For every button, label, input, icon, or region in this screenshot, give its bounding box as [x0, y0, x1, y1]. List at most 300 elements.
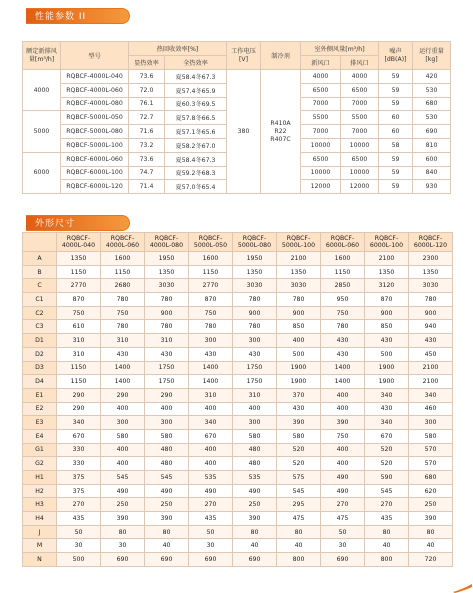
dim-label-cell: D3: [23, 361, 57, 375]
section-title-text: 性能参数 II: [35, 12, 87, 22]
dim-value-cell: 390: [409, 512, 453, 526]
table-row: [23, 553, 453, 567]
table-row: [23, 306, 453, 320]
dim-value-cell: 1150: [321, 265, 365, 279]
dim-value-cell: 900: [277, 306, 321, 320]
dim-value-cell: 390: [277, 416, 321, 430]
exhaust-cell: 10000: [341, 166, 379, 180]
noise-cell: 60: [379, 111, 413, 125]
dim-label-cell: A: [23, 252, 57, 266]
weight-cell: 530: [413, 83, 451, 97]
dim-value-cell: 270: [365, 498, 409, 512]
dim-value-cell: 1350: [57, 252, 101, 266]
dim-value-cell: 300: [101, 416, 145, 430]
dim-value-cell: 400: [321, 443, 365, 457]
sensible-cell: 73.6: [129, 152, 165, 166]
dim-value-cell: 870: [365, 293, 409, 307]
dim-model-header: [277, 233, 321, 252]
dim-value-cell: 1400: [101, 375, 145, 389]
noise-cell: 60: [379, 125, 413, 139]
dim-value-cell: 850: [365, 320, 409, 334]
voltage-cell: 380: [227, 70, 261, 194]
total-cell: 夏57.0冬65.4: [165, 180, 227, 194]
dim-model-header-line: RQBCF-: [110, 235, 135, 242]
dim-value-cell: 480: [233, 457, 277, 471]
header-weight: 运行重量[kg]: [413, 42, 451, 70]
weight-cell: 810: [413, 138, 451, 152]
dim-value-cell: 780: [233, 293, 277, 307]
sensible-cell: 74.7: [129, 166, 165, 180]
dim-value-cell: 1750: [145, 375, 189, 389]
header-model: 型号: [61, 42, 129, 70]
airflow-cell: 4000: [23, 70, 61, 111]
noise-cell: 58: [379, 138, 413, 152]
dim-value-cell: 1900: [277, 361, 321, 375]
dim-value-cell: 250: [409, 498, 453, 512]
dim-value-cell: 80: [365, 525, 409, 539]
dim-value-cell: 435: [365, 512, 409, 526]
model-cell: RQBCF-6000L-120: [61, 180, 129, 194]
dim-value-cell: 535: [189, 471, 233, 485]
dim-value-cell: 1350: [365, 265, 409, 279]
dim-value-cell: 1400: [321, 361, 365, 375]
header-total: 全热效率: [165, 56, 227, 70]
dim-value-cell: 780: [409, 293, 453, 307]
dim-value-cell: 750: [321, 429, 365, 443]
weight-cell: 530: [413, 111, 451, 125]
table-row: [23, 443, 453, 457]
dim-value-cell: 300: [189, 334, 233, 348]
dim-value-cell: 780: [189, 320, 233, 334]
dim-value-cell: 30: [57, 539, 101, 553]
table-row: [23, 402, 453, 416]
dim-value-cell: 800: [277, 553, 321, 567]
dim-value-cell: 490: [321, 471, 365, 485]
dim-model-header-line: 6000L-120: [413, 242, 448, 249]
dim-value-cell: 270: [57, 498, 101, 512]
dim-model-header: [57, 233, 101, 252]
dim-label-cell: G2: [23, 457, 57, 471]
dim-label-cell: E2: [23, 402, 57, 416]
dim-value-cell: 80: [277, 525, 321, 539]
dim-value-cell: 80: [101, 525, 145, 539]
refrigerant-item: R407C: [270, 135, 291, 143]
dim-value-cell: 750: [101, 306, 145, 320]
dim-value-cell: 2300: [409, 252, 453, 266]
exhaust-cell: 7000: [341, 97, 379, 111]
dim-value-cell: 750: [189, 306, 233, 320]
dim-label-cell: E1: [23, 388, 57, 402]
dim-value-cell: 490: [233, 484, 277, 498]
dim-value-cell: 430: [101, 347, 145, 361]
dim-value-cell: 400: [189, 457, 233, 471]
dim-value-cell: 850: [277, 320, 321, 334]
dim-value-cell: 3030: [145, 279, 189, 293]
dim-label-cell: H2: [23, 484, 57, 498]
dim-value-cell: 290: [57, 388, 101, 402]
total-cell: 夏57.4冬65.9: [165, 83, 227, 97]
dim-model-header: [321, 233, 365, 252]
dim-value-cell: 330: [57, 443, 101, 457]
dim-value-cell: 50: [57, 525, 101, 539]
dim-value-cell: 720: [409, 553, 453, 567]
dim-value-cell: 430: [277, 402, 321, 416]
header-exhaust: 排风口: [341, 56, 379, 70]
dim-value-cell: 480: [233, 443, 277, 457]
sensible-cell: 72.7: [129, 111, 165, 125]
dim-value-cell: 400: [277, 334, 321, 348]
noise-cell: 59: [379, 70, 413, 84]
sensible-cell: 71.6: [129, 125, 165, 139]
exhaust-cell: 10000: [341, 138, 379, 152]
model-cell: RQBCF-5000L-050: [61, 111, 129, 125]
dim-value-cell: 400: [101, 457, 145, 471]
dim-value-cell: 1600: [101, 252, 145, 266]
dim-model-header-line: RQBCF-: [198, 235, 223, 242]
dim-value-cell: 310: [189, 388, 233, 402]
noise-cell: 59: [379, 97, 413, 111]
airflow-cell: 5000: [23, 111, 61, 152]
dim-value-cell: 1900: [277, 375, 321, 389]
dim-label-cell: C: [23, 279, 57, 293]
dim-model-header-line: 6000L-100: [369, 242, 404, 249]
dim-value-cell: 1600: [321, 252, 365, 266]
dim-value-cell: 680: [409, 471, 453, 485]
dim-value-cell: 475: [321, 512, 365, 526]
table-row: [23, 70, 451, 84]
dim-value-cell: 1400: [189, 361, 233, 375]
dim-value-cell: 780: [101, 293, 145, 307]
dim-value-cell: 1150: [189, 265, 233, 279]
table-row: [23, 429, 453, 443]
dim-value-cell: 670: [189, 429, 233, 443]
dim-value-cell: 430: [145, 347, 189, 361]
weight-cell: 840: [413, 166, 451, 180]
dim-value-cell: 1900: [365, 361, 409, 375]
dim-value-cell: 400: [189, 402, 233, 416]
dim-model-header-line: RQBCF-: [374, 235, 399, 242]
dim-label-cell: D4: [23, 375, 57, 389]
total-cell: 夏57.8冬66.5: [165, 111, 227, 125]
model-cell: RQBCF-4000L-040: [61, 70, 129, 84]
dim-value-cell: 340: [409, 388, 453, 402]
performance-table: [22, 41, 451, 194]
dim-label-cell: B: [23, 265, 57, 279]
dim-value-cell: 500: [277, 347, 321, 361]
dim-value-cell: 690: [321, 553, 365, 567]
fresh-air-cell: 6500: [301, 152, 341, 166]
dim-value-cell: 290: [101, 388, 145, 402]
fresh-air-cell: 7000: [301, 125, 341, 139]
sensible-cell: 71.4: [129, 180, 165, 194]
dim-value-cell: 610: [57, 320, 101, 334]
section-title-text: 外形尺寸: [35, 219, 76, 229]
fresh-air-cell: 4000: [301, 70, 341, 84]
dim-value-cell: 690: [145, 553, 189, 567]
dim-value-cell: 80: [233, 525, 277, 539]
dim-model-header-line: 4000L-040: [61, 242, 96, 249]
dim-value-cell: 900: [145, 306, 189, 320]
dim-value-cell: 2100: [277, 252, 321, 266]
dim-value-cell: 1950: [233, 252, 277, 266]
dim-label-cell: H3: [23, 498, 57, 512]
section-title-dimensions: [20, 215, 130, 231]
dim-value-cell: 490: [189, 484, 233, 498]
total-cell: 夏57.1冬65.6: [165, 125, 227, 139]
dim-value-cell: 3120: [365, 279, 409, 293]
dim-value-cell: 1150: [57, 265, 101, 279]
dim-value-cell: 750: [57, 306, 101, 320]
dim-value-cell: 40: [277, 539, 321, 553]
dim-value-cell: 870: [189, 293, 233, 307]
header-outdoor-flow: 室外侧风量[m³/h]: [301, 42, 379, 56]
dim-label-cell: N: [23, 553, 57, 567]
table-row: [23, 512, 453, 526]
dim-value-cell: 310: [233, 388, 277, 402]
refrigerant-item: R410A: [270, 119, 291, 127]
dim-value-cell: 580: [409, 429, 453, 443]
dim-value-cell: 340: [57, 416, 101, 430]
dim-value-cell: 340: [189, 416, 233, 430]
dim-value-cell: 30: [321, 539, 365, 553]
table-row: [23, 293, 453, 307]
dim-value-cell: 780: [321, 320, 365, 334]
dim-value-cell: 270: [189, 498, 233, 512]
dim-value-cell: 1150: [57, 375, 101, 389]
model-cell: RQBCF-6000L-100: [61, 166, 129, 180]
dim-label-cell: C3: [23, 320, 57, 334]
dim-value-cell: 400: [189, 443, 233, 457]
sensible-cell: 73.6: [129, 70, 165, 84]
dim-value-cell: 400: [321, 388, 365, 402]
dim-value-cell: 375: [57, 471, 101, 485]
dim-value-cell: 1750: [233, 375, 277, 389]
table-row: [23, 320, 453, 334]
fresh-air-cell: 12000: [301, 180, 341, 194]
dim-label-cell: E3: [23, 416, 57, 430]
dim-value-cell: 780: [145, 293, 189, 307]
dim-value-cell: 40: [409, 539, 453, 553]
dim-label-cell: E4: [23, 429, 57, 443]
dim-value-cell: 780: [233, 320, 277, 334]
dim-value-cell: 310: [57, 334, 101, 348]
dim-value-cell: 520: [277, 457, 321, 471]
dim-value-cell: 1750: [145, 361, 189, 375]
dim-value-cell: 1400: [189, 375, 233, 389]
dim-value-cell: 450: [409, 347, 453, 361]
dim-value-cell: 1900: [365, 375, 409, 389]
dim-value-cell: 250: [145, 498, 189, 512]
dim-value-cell: 80: [145, 525, 189, 539]
dim-value-cell: 400: [101, 443, 145, 457]
dim-value-cell: 690: [233, 553, 277, 567]
header-airflow: 额定新排风量[m³/h]: [23, 42, 61, 70]
dim-value-cell: 50: [189, 525, 233, 539]
table-row: [23, 498, 453, 512]
total-cell: 夏59.2冬68.3: [165, 166, 227, 180]
dim-value-cell: 520: [365, 443, 409, 457]
dim-value-cell: 500: [57, 553, 101, 567]
dim-value-cell: 340: [365, 388, 409, 402]
dim-model-header-line: 5000L-050: [193, 242, 228, 249]
dim-value-cell: 310: [57, 347, 101, 361]
dim-value-cell: 400: [321, 402, 365, 416]
dim-value-cell: 300: [233, 416, 277, 430]
dim-value-cell: 50: [321, 525, 365, 539]
dim-value-cell: 400: [101, 402, 145, 416]
noise-cell: 59: [379, 166, 413, 180]
header-voltage: 工作电压[V]: [227, 42, 261, 70]
table-row: [23, 416, 453, 430]
dim-value-cell: 40: [365, 539, 409, 553]
dim-value-cell: 300: [145, 416, 189, 430]
dim-value-cell: 330: [57, 457, 101, 471]
dim-value-cell: 1600: [189, 252, 233, 266]
dim-model-header-line: 5000L-080: [237, 242, 272, 249]
dim-value-cell: 575: [277, 471, 321, 485]
dim-model-header: [145, 233, 189, 252]
dim-value-cell: 295: [277, 498, 321, 512]
dim-value-cell: 435: [189, 512, 233, 526]
exhaust-cell: 5500: [341, 111, 379, 125]
model-cell: RQBCF-4000L-060: [61, 83, 129, 97]
dim-value-cell: 780: [277, 293, 321, 307]
dim-value-cell: 1350: [409, 265, 453, 279]
dim-model-header-line: RQBCF-: [242, 235, 267, 242]
dim-value-cell: 40: [233, 539, 277, 553]
dim-value-cell: 2850: [321, 279, 365, 293]
sensible-cell: 76.1: [129, 97, 165, 111]
dim-value-cell: 535: [233, 471, 277, 485]
dim-model-header-line: 4000L-080: [149, 242, 184, 249]
dim-value-cell: 310: [145, 334, 189, 348]
dim-value-cell: 780: [101, 320, 145, 334]
dim-model-header: [365, 233, 409, 252]
dim-value-cell: 870: [57, 293, 101, 307]
dim-value-cell: 1400: [321, 375, 365, 389]
dim-value-cell: 1350: [233, 265, 277, 279]
dim-value-cell: 690: [189, 553, 233, 567]
dim-value-cell: 290: [145, 388, 189, 402]
dim-value-cell: 390: [233, 512, 277, 526]
dim-model-header-line: RQBCF-: [418, 235, 443, 242]
dim-value-cell: 475: [277, 512, 321, 526]
dim-value-cell: 460: [409, 402, 453, 416]
refrigerant-cell: [261, 70, 301, 194]
dim-value-cell: 580: [277, 429, 321, 443]
header-heat-recovery: 热回收效率[%]: [129, 42, 227, 56]
dim-value-cell: 1750: [233, 361, 277, 375]
dim-value-cell: 750: [321, 306, 365, 320]
dim-value-cell: 340: [365, 416, 409, 430]
dim-value-cell: 30: [101, 539, 145, 553]
exhaust-cell: 7000: [341, 125, 379, 139]
dim-value-cell: 390: [101, 512, 145, 526]
dim-value-cell: 270: [321, 498, 365, 512]
dim-model-header: [101, 233, 145, 252]
dim-value-cell: 780: [145, 320, 189, 334]
dim-value-cell: 500: [365, 347, 409, 361]
dim-value-cell: 400: [233, 402, 277, 416]
dim-value-cell: 390: [321, 416, 365, 430]
dim-value-cell: 370: [277, 388, 321, 402]
dim-value-cell: 435: [57, 512, 101, 526]
dim-value-cell: 430: [233, 347, 277, 361]
dim-value-cell: 1950: [145, 252, 189, 266]
dim-value-cell: 580: [101, 429, 145, 443]
dim-value-cell: 290: [57, 402, 101, 416]
dim-value-cell: 400: [145, 402, 189, 416]
dim-label-cell: D2: [23, 347, 57, 361]
dim-value-cell: 545: [277, 484, 321, 498]
dim-model-header-line: 4000L-060: [105, 242, 140, 249]
dim-value-cell: 1150: [101, 265, 145, 279]
dim-value-cell: 900: [365, 306, 409, 320]
dim-value-cell: 3030: [409, 279, 453, 293]
dim-value-cell: 570: [409, 457, 453, 471]
total-cell: 夏58.2冬67.0: [165, 138, 227, 152]
dim-model-header: [409, 233, 453, 252]
dim-model-header-line: 6000L-060: [325, 242, 360, 249]
dim-value-cell: 250: [101, 498, 145, 512]
dim-value-cell: 900: [233, 306, 277, 320]
dim-value-cell: 490: [321, 484, 365, 498]
section-title-performance: [20, 8, 130, 24]
dim-value-cell: 940: [409, 320, 453, 334]
dim-value-cell: 430: [365, 334, 409, 348]
airflow-cell: 6000: [23, 152, 61, 193]
dim-value-cell: 300: [409, 416, 453, 430]
dim-model-header-line: RQBCF-: [286, 235, 311, 242]
exhaust-cell: 12000: [341, 180, 379, 194]
fresh-air-cell: 10000: [301, 138, 341, 152]
exhaust-cell: 6500: [341, 152, 379, 166]
dim-value-cell: 3030: [277, 279, 321, 293]
dim-value-cell: 480: [145, 457, 189, 471]
dim-label-cell: C2: [23, 306, 57, 320]
dim-value-cell: 1400: [101, 361, 145, 375]
table-row: [23, 347, 453, 361]
table-row: [23, 265, 453, 279]
header-fresh-air: 新风口: [301, 56, 341, 70]
dim-label-cell: C1: [23, 293, 57, 307]
table-row: [23, 279, 453, 293]
dim-model-header-line: RQBCF-: [330, 235, 355, 242]
dim-label-cell: G1: [23, 443, 57, 457]
dim-value-cell: 520: [277, 443, 321, 457]
noise-cell: 59: [379, 152, 413, 166]
table-row: [23, 375, 453, 389]
dim-value-cell: 1350: [277, 265, 321, 279]
table-row: [23, 457, 453, 471]
dim-model-header-line: 5000L-100: [281, 242, 316, 249]
dim-value-cell: 670: [365, 429, 409, 443]
dim-value-cell: 950: [321, 293, 365, 307]
dim-label-cell: H4: [23, 512, 57, 526]
dim-value-cell: 545: [365, 484, 409, 498]
corner-swoosh-icon: [451, 583, 473, 593]
dim-value-cell: 800: [365, 553, 409, 567]
dim-value-cell: 430: [365, 402, 409, 416]
fresh-air-cell: 5500: [301, 111, 341, 125]
dim-header-corner: [23, 233, 57, 252]
exhaust-cell: 6500: [341, 83, 379, 97]
dim-value-cell: 2770: [189, 279, 233, 293]
header-sensible: 显热效率: [129, 56, 165, 70]
dim-value-cell: 2770: [57, 279, 101, 293]
dim-value-cell: 520: [365, 457, 409, 471]
weight-cell: 600: [413, 152, 451, 166]
